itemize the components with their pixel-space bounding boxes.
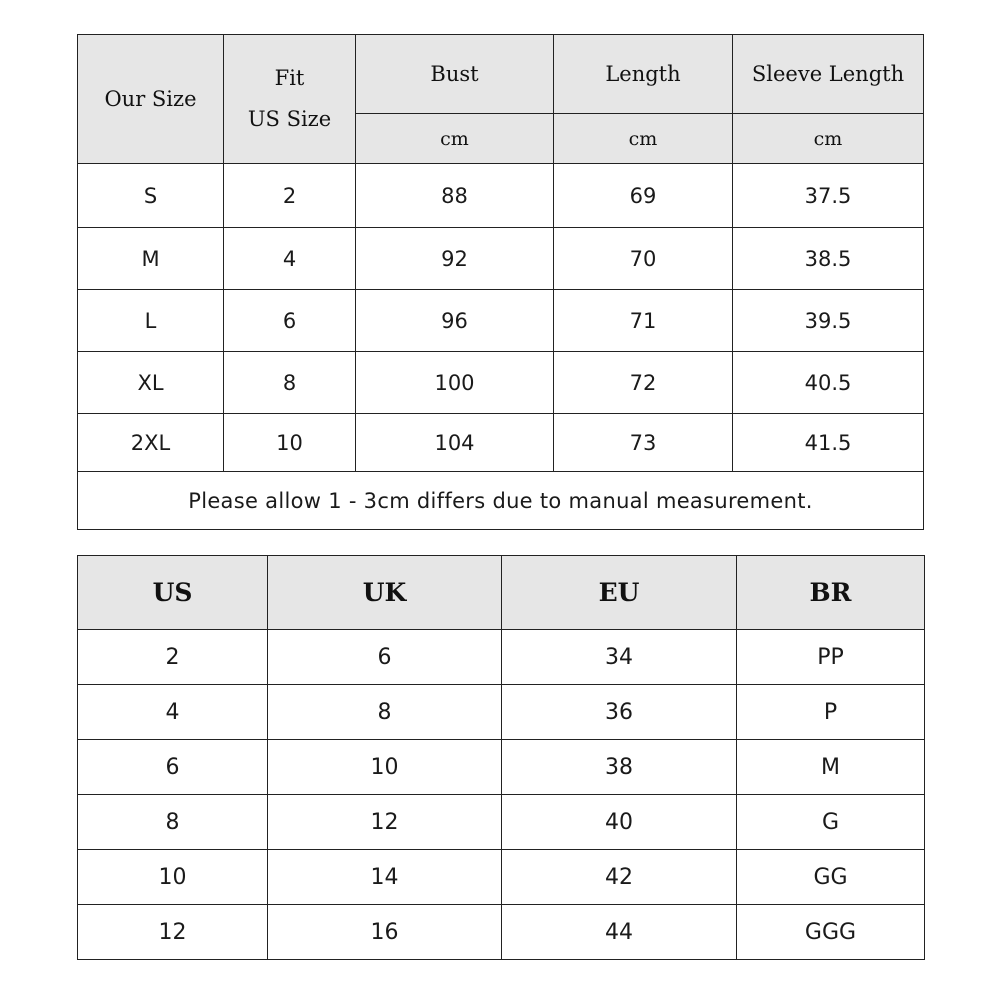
unit-bust: cm (356, 114, 554, 164)
cell-br: GG (737, 850, 925, 905)
header-eu: EU (502, 556, 737, 630)
cell-eu: 36 (502, 685, 737, 740)
header-sleeve-length: Sleeve Length (733, 35, 924, 114)
table-row (78, 228, 924, 290)
cell-us-size: 2 (224, 164, 356, 228)
size-chart-note-row (78, 472, 924, 530)
header-us-size-label: US Size (247, 107, 332, 131)
cell-bust: 100 (356, 352, 554, 414)
cell-eu: 34 (502, 630, 737, 685)
cell-us-size: 10 (224, 414, 356, 472)
cell-us: 2 (78, 630, 268, 685)
conversion-header-row (78, 556, 925, 630)
table-row (78, 740, 925, 795)
cell-us-size: 6 (224, 290, 356, 352)
cell-length: 73 (554, 414, 733, 472)
cell-our-size: M (78, 228, 224, 290)
cell-uk: 6 (268, 630, 502, 685)
cell-us: 6 (78, 740, 268, 795)
cell-br: G (737, 795, 925, 850)
cell-sleeve-length: 37.5 (733, 164, 924, 228)
cell-bust: 88 (356, 164, 554, 228)
cell-us-size: 8 (224, 352, 356, 414)
table-row (78, 164, 924, 228)
cell-our-size: 2XL (78, 414, 224, 472)
cell-uk: 10 (268, 740, 502, 795)
cell-us: 12 (78, 905, 268, 960)
size-chart-header-row (78, 35, 924, 114)
cell-sleeve-length: 40.5 (733, 352, 924, 414)
table-row (78, 905, 925, 960)
cell-sleeve-length: 39.5 (733, 290, 924, 352)
cell-eu: 44 (502, 905, 737, 960)
cell-br: PP (737, 630, 925, 685)
cell-sleeve-length: 41.5 (733, 414, 924, 472)
cell-length: 71 (554, 290, 733, 352)
cell-bust: 92 (356, 228, 554, 290)
unit-length: cm (554, 114, 733, 164)
cell-bust: 104 (356, 414, 554, 472)
cell-bust: 96 (356, 290, 554, 352)
cell-length: 72 (554, 352, 733, 414)
cell-eu: 38 (502, 740, 737, 795)
header-bust: Bust (356, 35, 554, 114)
cell-br: M (737, 740, 925, 795)
cell-us-size: 4 (224, 228, 356, 290)
cell-us: 10 (78, 850, 268, 905)
cell-eu: 40 (502, 795, 737, 850)
table-row (78, 795, 925, 850)
cell-uk: 12 (268, 795, 502, 850)
cell-uk: 14 (268, 850, 502, 905)
size-conversion-table (77, 555, 925, 960)
table-row (78, 685, 925, 740)
measurement-note: Please allow 1 - 3cm differs due to manual measurement. (78, 472, 924, 530)
cell-uk: 8 (268, 685, 502, 740)
table-row (78, 850, 925, 905)
cell-our-size: L (78, 290, 224, 352)
cell-sleeve-length: 38.5 (733, 228, 924, 290)
cell-length: 70 (554, 228, 733, 290)
table-row (78, 414, 924, 472)
header-br: BR (737, 556, 925, 630)
cell-us: 8 (78, 795, 268, 850)
cell-us: 4 (78, 685, 268, 740)
header-fit-us-size (224, 35, 356, 164)
unit-sleeve-length: cm (733, 114, 924, 164)
table-row (78, 630, 925, 685)
cell-eu: 42 (502, 850, 737, 905)
cell-our-size: XL (78, 352, 224, 414)
cell-br: GGG (737, 905, 925, 960)
table-row (78, 352, 924, 414)
table-row (78, 290, 924, 352)
cell-length: 69 (554, 164, 733, 228)
header-uk: UK (268, 556, 502, 630)
size-chart-table (77, 34, 924, 530)
header-length: Length (554, 35, 733, 114)
cell-br: P (737, 685, 925, 740)
header-fit-label: Fit (274, 66, 305, 90)
header-our-size: Our Size (78, 35, 224, 164)
cell-our-size: S (78, 164, 224, 228)
cell-uk: 16 (268, 905, 502, 960)
header-us: US (78, 556, 268, 630)
